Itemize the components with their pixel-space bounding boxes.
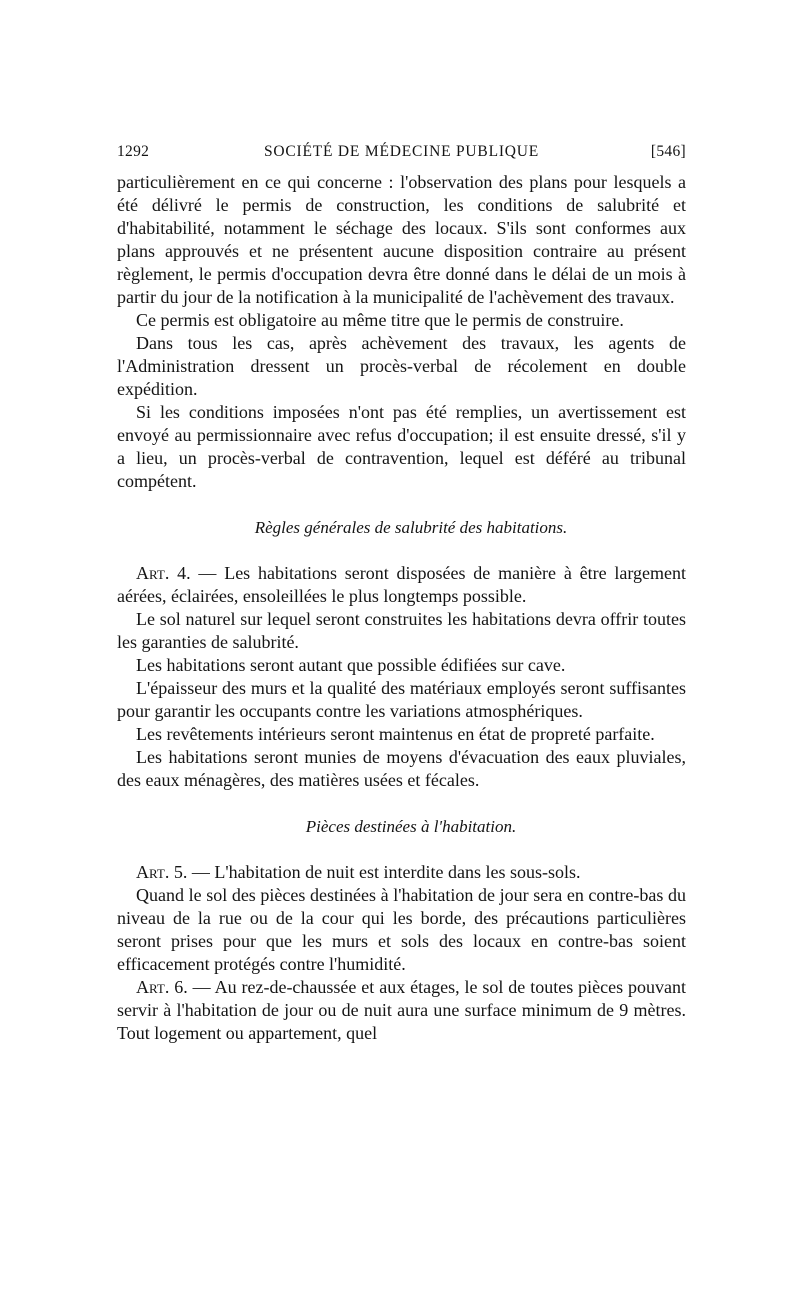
article-4 [117, 562, 686, 608]
body-text [117, 171, 686, 1045]
article-label: Art. 4. [136, 563, 191, 583]
article-5 [117, 861, 686, 884]
paragraph: Quand le sol des pièces destinées à l'habitation de jour sera en contre-bas du niveau de la rue ou de la cour qui les borde, des précautions particulières seront prises pour que les murs et sols des locaux en contre-bas soient efficacement protégés contre l'humidité. [117, 885, 686, 974]
paragraph: Si les conditions imposées n'ont pas été remplies, un avertissement est envoyé au permissionnaire avec refus d'occupation; il est ensuite dressé, s'il y a lieu, un procès-verbal de contravention, lequel est déféré au tribunal compétent. [117, 402, 686, 491]
paragraph: Dans tous les cas, après achèvement des travaux, les agents de l'Administration dressent un procès-verbal de récolement en double expédition. [117, 333, 686, 399]
paragraph: Les habitations seront munies de moyens d'évacuation des eaux pluviales, des eaux ménagères, des matières usées et fécales. [117, 747, 686, 790]
page-header [117, 143, 686, 171]
paragraph: Le sol naturel sur lequel seront construites les habitations devra offrir toutes les garanties de salubrité. [117, 609, 686, 652]
running-title: SOCIÉTÉ DE MÉDECINE PUBLIQUE [263, 143, 540, 160]
article-text: — Les habitations seront disposées de manière à être largement aérées, éclairées, ensoleillées le plus longtemps possible. [117, 563, 686, 606]
section-heading-pieces: Pièces destinées à l'habitation. [305, 817, 517, 836]
paragraph: Ce permis est obligatoire au même titre que le permis de construire. [136, 310, 624, 330]
paragraph: Les revêtements intérieurs seront maintenus en état de propreté parfaite. [136, 724, 655, 744]
page-number: 1292 [117, 143, 150, 160]
paragraph: L'épaisseur des murs et la qualité des matériaux employés seront suffisantes pour garantir les occupants contre les variations atmosphériques. [117, 678, 686, 721]
page-reference: [546] [650, 143, 686, 160]
article-6 [117, 976, 686, 1045]
paragraph: particulièrement en ce qui concerne : l'observation des plans pour lesquels a été délivré le permis de construction, les conditions de salubrité et d'habitabilité, notamment le séchage des locaux. S'ils sont conformes aux plans approuvés et ne présentent aucune disposition contraire au présent règlement, le permis d'occupation devra être donné dans le délai de un mois à partir du jour de la notification à la municipalité de l'achèvement des travaux. [117, 172, 686, 307]
article-text: — Au rez-de-chaussée et aux étages, le sol de toutes pièces pouvant servir à l'habitation de jour ou de nuit aura une surface minimum de 9 mètres. Tout logement ou appartement, quel [117, 977, 686, 1043]
article-label: Art. 6. [136, 977, 188, 997]
paragraph: Les habitations seront autant que possible édifiées sur cave. [136, 655, 566, 675]
article-text: — L'habitation de nuit est interdite dans les sous-sols. [187, 862, 581, 882]
book-page [117, 143, 686, 1045]
article-label: Art. 5. [136, 862, 188, 882]
section-heading-salubrite: Règles générales de salubrité des habitations. [254, 518, 568, 537]
